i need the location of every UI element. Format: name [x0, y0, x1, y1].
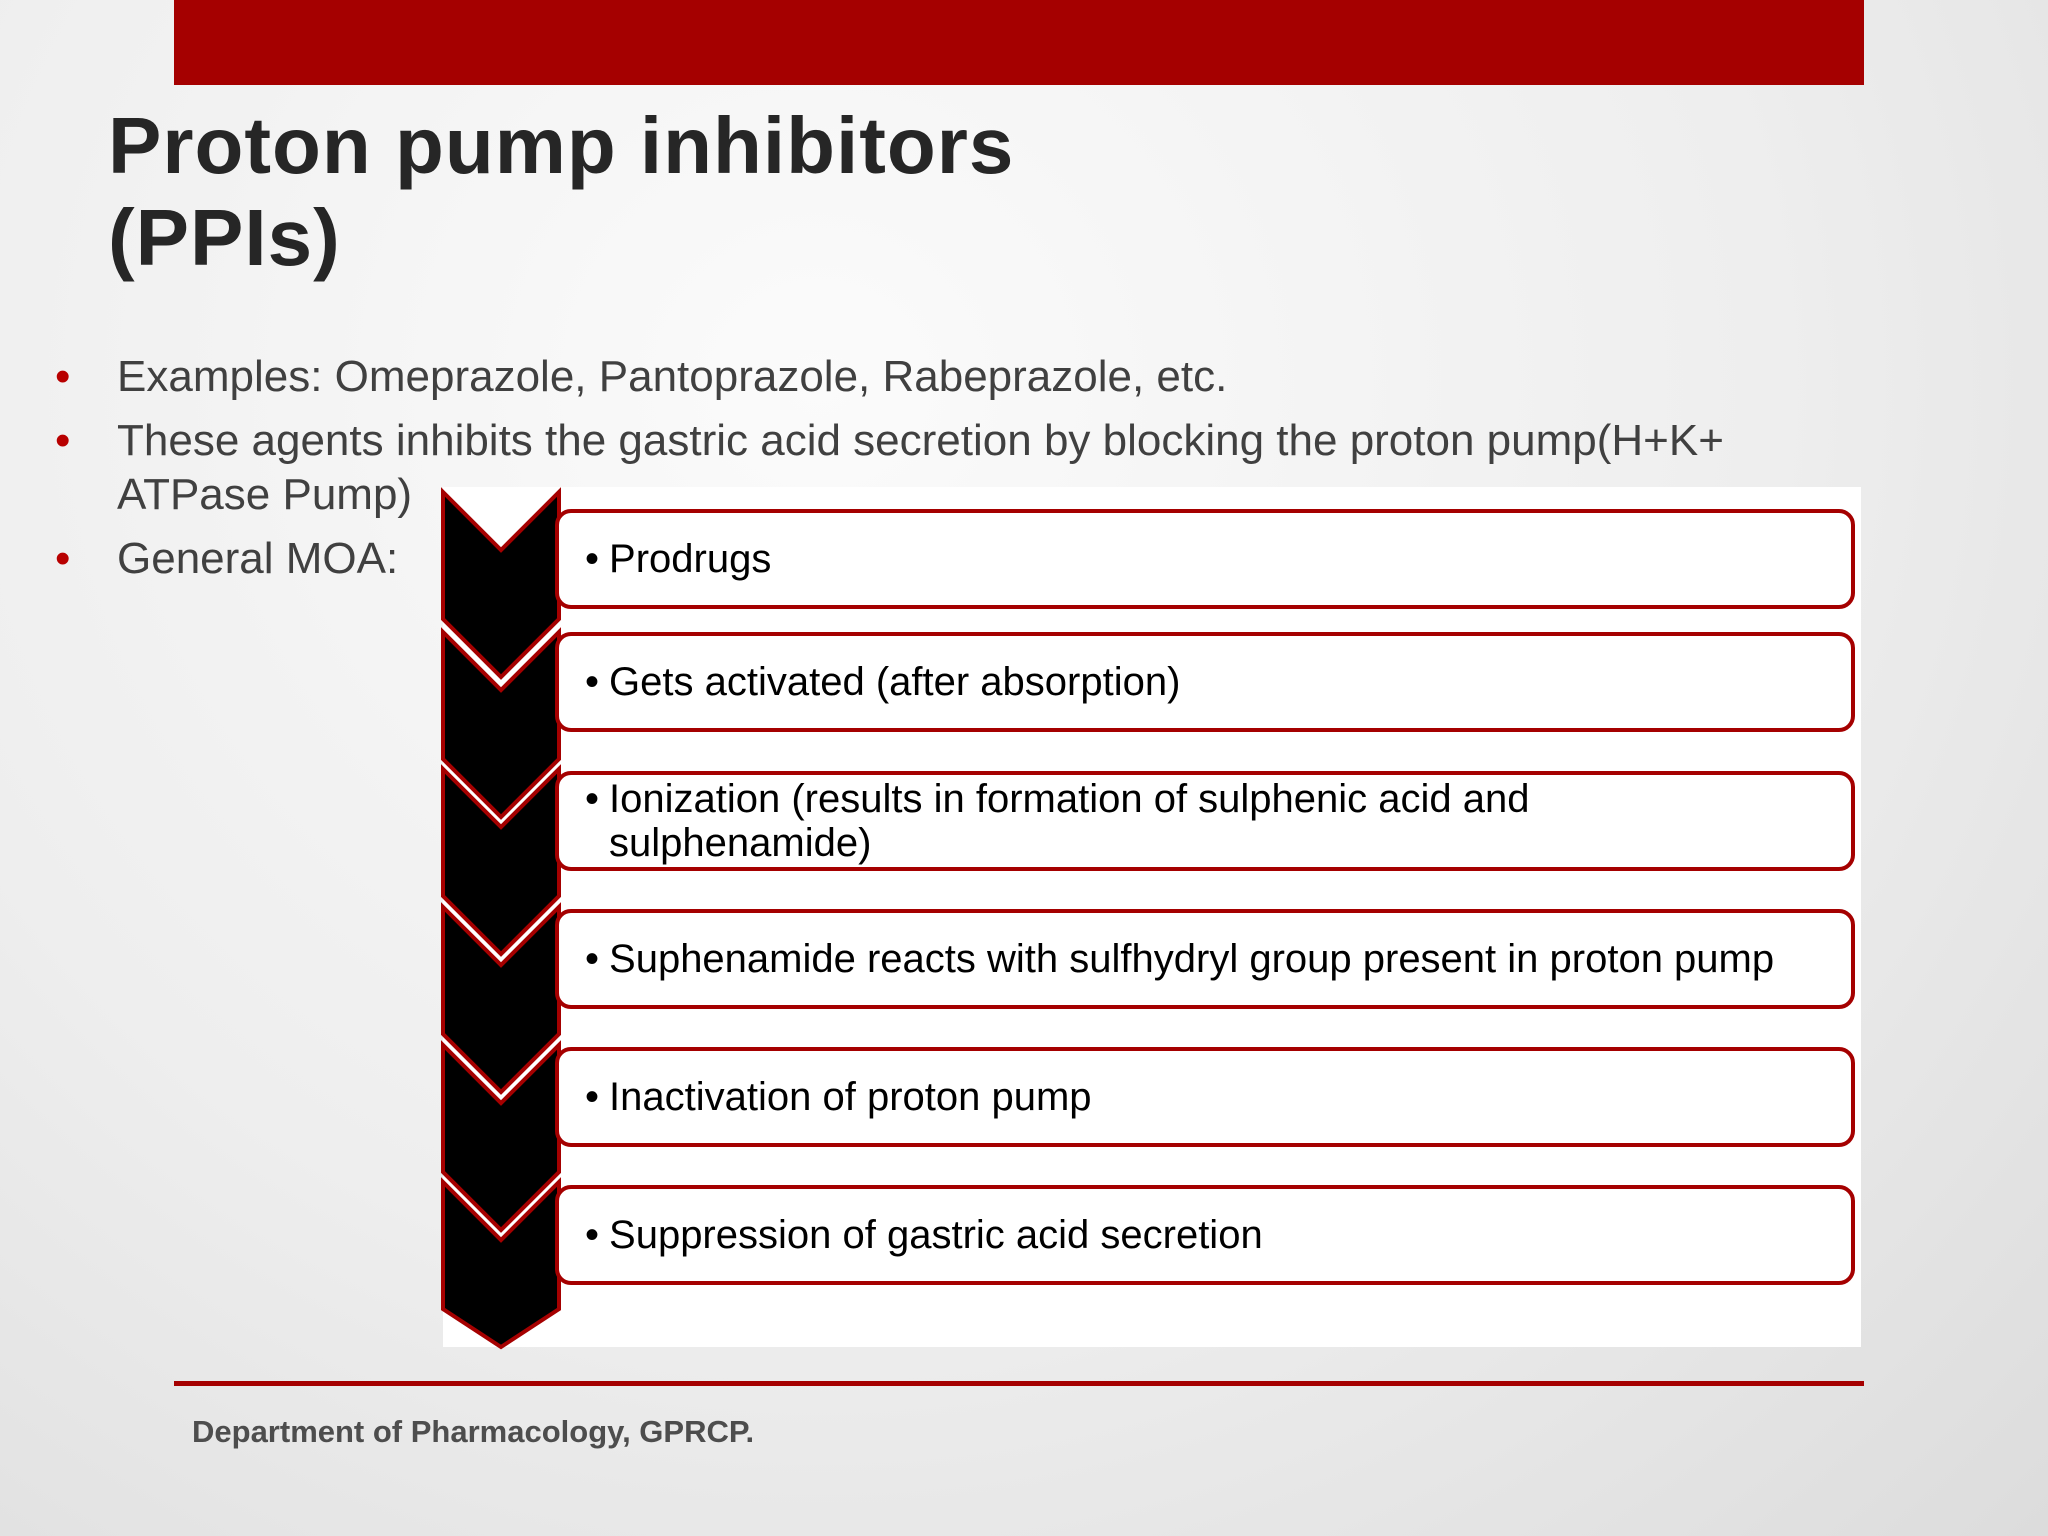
bullet-dot: • — [55, 416, 71, 465]
moa-step-text: Suphenamide reacts with sulfhydryl group present in proton pump — [609, 937, 1775, 981]
chevron-column — [443, 487, 563, 1347]
moa-step-text: Suppression of gastric acid secretion — [609, 1213, 1263, 1257]
bullet-item-examples — [55, 350, 1855, 404]
step-bullet: • — [585, 537, 600, 581]
moa-step-1 — [555, 509, 1855, 609]
moa-step-3 — [555, 771, 1855, 871]
step-bullet: • — [585, 937, 600, 981]
bullet-text: These agents inhibits the gastric acid secretion by blocking the proton pump(H+K+ ATPase Pump) — [117, 416, 1724, 519]
step-bullet: • — [585, 1213, 600, 1257]
footer-text: Department of Pharmacology, GPRCP. — [192, 1414, 755, 1449]
slide-title-line-2: (PPIs) — [108, 193, 341, 282]
step-bullet: • — [585, 1075, 600, 1119]
slide-title-line-1: Proton pump inhibitors — [108, 101, 1015, 190]
moa-step-text: Ionization (results in formation of sulphenic acid and sulphenamide) — [609, 777, 1530, 865]
step-bullet: • — [585, 777, 600, 821]
moa-step-text: Inactivation of proton pump — [609, 1075, 1092, 1119]
bullet-dot: • — [55, 352, 71, 401]
moa-step-5 — [555, 1047, 1855, 1147]
moa-step-4 — [555, 909, 1855, 1009]
moa-step-text: Prodrugs — [609, 537, 772, 581]
footer-divider — [174, 1381, 1864, 1386]
moa-step-text: Gets activated (after absorption) — [609, 660, 1181, 704]
step-bullet: • — [585, 660, 600, 704]
bullet-dot: • — [55, 534, 71, 583]
moa-process-diagram — [443, 487, 1861, 1347]
bullet-text: Examples: Omeprazole, Pantoprazole, Rabeprazole, etc. — [117, 352, 1228, 401]
moa-step-2 — [555, 632, 1855, 732]
slide-title — [108, 100, 1014, 284]
top-accent-bar — [174, 0, 1864, 85]
moa-step-6 — [555, 1185, 1855, 1285]
bullet-text: General MOA: — [117, 534, 399, 583]
